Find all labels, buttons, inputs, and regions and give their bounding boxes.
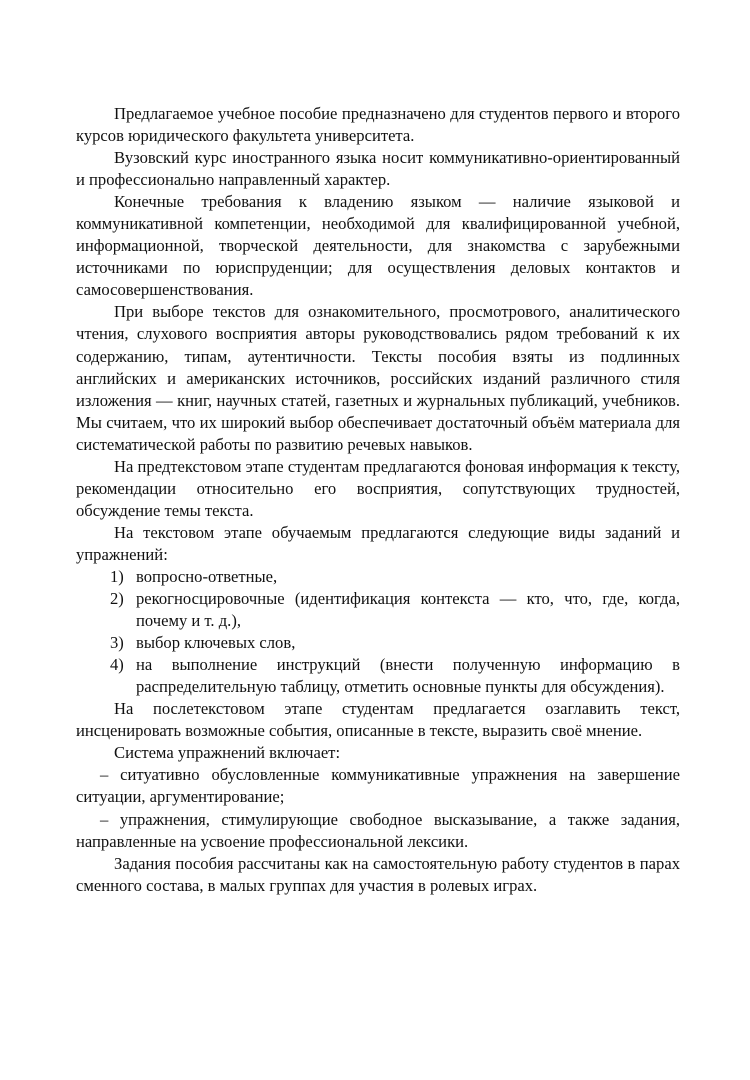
- list-item: [76, 588, 680, 632]
- list-item: [76, 632, 680, 654]
- document-page: [76, 103, 680, 897]
- paragraph-system-heading: Система упражнений включает:: [114, 743, 341, 763]
- paragraph-dash-free-speech: – упражнения, стимулирующие свободное высказывание, а также задания, направленные на усвоение профессиональной лексики.: [76, 809, 680, 851]
- paragraph-tasks: Задания пособия рассчитаны как на самостоятельную работу студентов в парах сменного состава, в малых группах для участия в ролевых играх.: [76, 853, 680, 895]
- paragraph-dash-situational: – ситуативно обусловленные коммуникативные упражнения на завершение ситуации, аргументирование;: [76, 765, 680, 807]
- paragraph-requirements: Конечные требования к владению языком — наличие языковой и коммуникативной компетенции, необходимой для квалифицированной учебной, информационной, творческой деятельности, для знакомства с зарубежными источниками по юриспруденции; для осуществления деловых контактов и самосовершенствования.: [76, 192, 680, 300]
- list-item-text: выбор ключевых слов,: [136, 633, 296, 653]
- list-item-text: рекогносцировочные (идентификация контекста — кто, что, где, когда, почему и т. д.),: [136, 589, 680, 631]
- list-item: [76, 566, 680, 588]
- exercise-list: [76, 566, 680, 698]
- paragraph-text-selection: При выборе текстов для ознакомительного, просмотрового, аналитического чтения, слухового восприятия авторы руководствовались рядом требований к их содержанию, типам, аутентичности. Тексты пособия взяты из подлинных английских и американских источников, российских изданий различного стиля изложения — книг, научных статей, газетных и журнальных публикаций, учебников. Мы считаем, что их широкий выбор обеспечивает достаточный объём материала для систематической работы по развитию речевых навыков.: [76, 302, 680, 454]
- list-item: [76, 654, 680, 698]
- list-item-number: 3): [110, 633, 124, 653]
- paragraph-intro: Предлагаемое учебное пособие предназначено для студентов первого и второго курсов юридического факультета университета.: [76, 104, 680, 146]
- paragraph-course: Вузовский курс иностранного языка носит коммуникативно-ориентированный и профессионально направленный характер.: [76, 148, 680, 190]
- paragraph-pretext-stage: На предтекстовом этапе студентам предлагаются фоновая информация к тексту, рекомендации относительно его восприятия, сопутствующих трудностей, обсуждение темы текста.: [76, 456, 680, 520]
- list-item-number: 2): [110, 589, 124, 609]
- paragraph-posttext-stage: На послетекстовом этапе студентам предлагается озаглавить текст, инсценировать возможные события, описанные в тексте, выразить своё мнение.: [76, 699, 680, 741]
- list-item-number: 4): [110, 655, 124, 675]
- list-item-number: 1): [110, 566, 124, 586]
- list-item-text: на выполнение инструкций (внести полученную информацию в распределительную таблицу, отметить основные пункты для обсуждения).: [136, 655, 680, 697]
- paragraph-text-stage: На текстовом этапе обучаемым предлагаются следующие виды заданий и упражнений:: [76, 522, 680, 564]
- list-item-text: вопросно-ответные,: [136, 566, 278, 586]
